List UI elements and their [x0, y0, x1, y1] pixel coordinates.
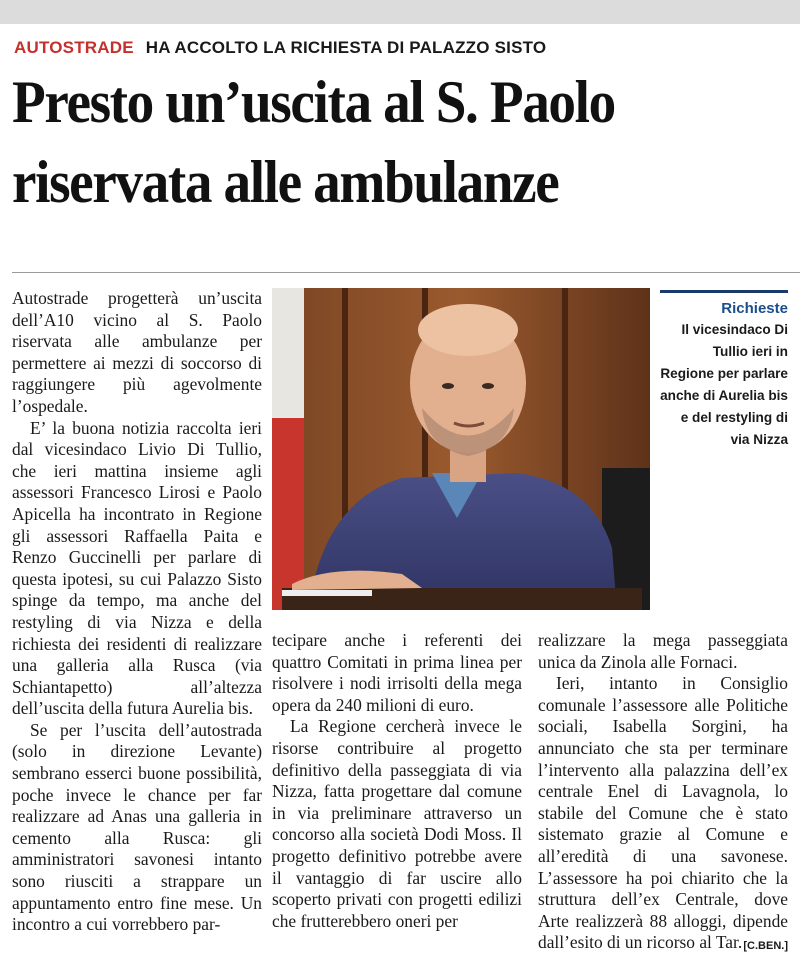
article-column-1	[12, 288, 262, 936]
col1-paragraph-2: E’ la buona notizia raccolta ieri dal vicesindaco Livio Di Tullio, che ieri mattina insieme agli assessori Francesco Lirosi e Paolo Apicella ha incontrato in Regione gli assessori Raffaella Paita e Renzo Guccinelli per parlare di questa ipotesi, su cui Palazzo Sisto spinge da tempo, ma anche del restyling di via Nizza e della richiesta dei residenti di realizzare una galleria alla Rusca (via Schiantapetto) all’altezza dell’uscita della futura Aurelia bis.	[12, 417, 262, 719]
kicker-topic: HA ACCOLTO LA RICHIESTA DI PALAZZO SISTO	[145, 38, 547, 57]
headline-divider	[12, 272, 800, 273]
caption-text: Il vicesindaco Di Tullio ieri in Regione per parlare anche di Aurelia bis e del restyling di via Nizza	[660, 322, 788, 447]
author-credit: [C.BEN.]	[743, 940, 788, 952]
col3-paragraph-1: realizzare la mega passeggiata unica da Zinola alle Fornaci.	[538, 630, 788, 672]
photo-caption	[660, 290, 788, 451]
headline	[12, 62, 730, 222]
headline-line-1: Presto un’uscita al S. Paolo	[12, 69, 615, 135]
col3-paragraph-2: Ieri, intanto in Consiglio comunale l’assessore alle Politiche sociali, Isabella Sorgini, ha annunciato che sta per terminare l’intervento alla palazzina dell’ex centrale Enel di Lavagnola, lo stabile del Comune che è stato sistemato grazie al Comune e all’eredità di una savonese. L’assessore ha poi chiarito che la struttura dell’ex Centrale, dove Arte realizzerà 88 alloggi, dipende dall’esito di un ricorso al Tar.	[538, 673, 788, 953]
col1-paragraph-1: Autostrade progetterà un’uscita dell’A10 vicino al S. Paolo riservata alle ambulanze per permettere ai mezzi di soccorso di raggiungere più agevolmente l’ospedale.	[12, 288, 262, 416]
article-column-2	[272, 630, 522, 932]
caption-bar	[660, 290, 788, 293]
top-margin-bar	[0, 0, 800, 24]
kicker-section: AUTOSTRADE	[14, 38, 134, 57]
col1-paragraph-3: Se per l’uscita dell’autostrada (solo in direzione Levante) sembrano esserci buone possibilità, poche invece le chance per far realizzare ad Anas una galleria in cemento alla Rusca: gli amministratori savonesi intanto sono riusciti a strappare un appuntamento entro fine mese. Un incontro a cui vorrebbero par-	[12, 719, 262, 935]
kicker	[14, 38, 546, 58]
col2-paragraph-1: tecipare anche i referenti dei quattro Comitati in prima linea per risolvere i nodi irrisolti della mega opera da 240 milioni di euro.	[272, 630, 522, 715]
caption-title: Richieste	[721, 300, 788, 317]
col2-paragraph-2: La Regione cercherà invece le risorse contribuire al progetto definitivo della passeggiata di via Nizza, fatta progettare dal comune in via preliminare attraverso un concorso alla società Dodi Moss. Il progetto definitivo potrebbe avere il vantaggio di far uscire allo scoperto privati con progetti edilizi che frutterebbero oneri per	[272, 716, 522, 931]
article-column-3	[538, 630, 788, 954]
portrait-illustration	[272, 288, 650, 610]
headline-line-2: riservata alle ambulanze	[12, 149, 559, 215]
article-photo	[272, 288, 650, 610]
